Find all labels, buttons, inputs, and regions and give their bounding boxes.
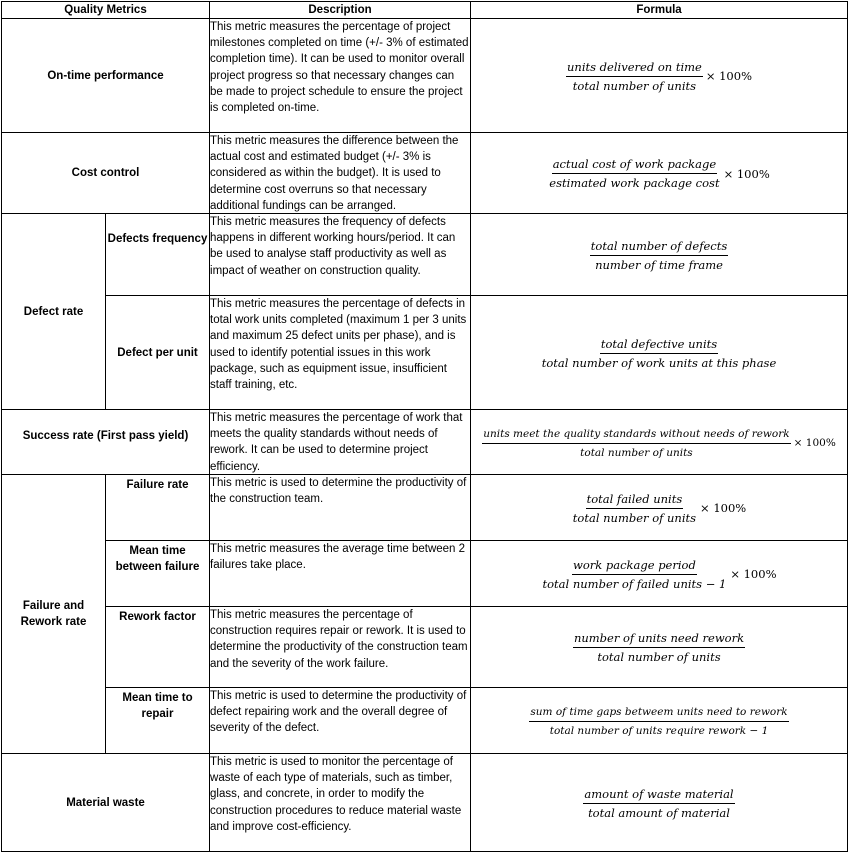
formula-numerator: actual cost of work package xyxy=(552,156,717,174)
metric-name-failure-rate: Failure rate xyxy=(106,475,210,541)
formula-numerator: total defective units xyxy=(600,336,718,354)
formula-denominator: total number of work units at this phase xyxy=(541,355,777,370)
formula-mttr xyxy=(471,688,848,754)
table-row xyxy=(2,214,848,296)
metric-name-failure-rework: Failure and Rework rate xyxy=(2,475,106,754)
quality-metrics-table xyxy=(1,1,848,852)
description-material-waste: This metric is used to monitor the percentage of waste of each type of materials, such as timber, glass, and concrete, in order to modify the construction procedures to reduce material waste and improve cost-efficiency. xyxy=(210,756,462,833)
metric-name-defect-per-unit: Defect per unit xyxy=(106,296,210,410)
formula-multiplier: × 100% xyxy=(793,437,836,449)
formula-material-waste xyxy=(471,754,848,852)
metric-name-material-waste: Material waste xyxy=(2,754,210,852)
formula-denominator: total amount of material xyxy=(588,805,730,820)
formula-defects-frequency xyxy=(471,214,848,296)
metric-name-success-rate: Success rate (First pass yield) xyxy=(2,410,210,475)
table-row xyxy=(2,296,848,410)
description-defects-frequency: This metric measures the frequency of defects happens in different working hours/period. It can be used to analyse staff productivity as well as impact of weather on construction quality. xyxy=(210,216,456,277)
formula-denominator: total number of units xyxy=(597,650,721,664)
table-row xyxy=(2,475,848,541)
formula-multiplier: × 100% xyxy=(700,501,747,515)
formula-numerator: sum of time gaps betweem units need to rework xyxy=(529,704,788,722)
metric-name-defect-rate: Defect rate xyxy=(2,214,106,410)
metric-name-rework-factor: Rework factor xyxy=(106,607,210,688)
description-rework-factor: This metric measures the percentage of construction requires repair or rework. It is used to determine the productivity of the construction team and the severity of the work failure. xyxy=(210,609,468,670)
formula-numerator: units meet the quality standards without needs of rework xyxy=(482,426,790,444)
table-row xyxy=(2,754,848,852)
header-description: Description xyxy=(210,2,471,19)
formula-rework-factor xyxy=(471,607,848,688)
table-row xyxy=(2,541,848,607)
description-defect-per-unit: This metric measures the percentage of defects in total work units completed (maximum 1 per 3 units and maximum 25 defect units per phase), and is used to identify potential issues in this work package, such as equipment issue, insufficient staff training, etc. xyxy=(210,298,467,392)
table-row xyxy=(2,410,848,475)
formula-numerator: amount of waste material xyxy=(583,786,734,804)
formula-denominator: total number of units xyxy=(580,446,693,459)
description-success-rate: This metric measures the percentage of work that meets the quality standards without needs of rework. It can be used to determine project efficiency. xyxy=(210,412,463,473)
header-quality-metrics: Quality Metrics xyxy=(2,2,210,19)
formula-denominator: total number of units xyxy=(572,78,697,93)
formula-numerator: number of units need rework xyxy=(573,630,745,648)
description-mttr: This metric is used to determine the productivity of defect repairing work and the overall degree of severity of the defect. xyxy=(210,690,467,735)
formula-denominator: total number of units xyxy=(572,510,697,525)
formula-denominator: estimated work package cost xyxy=(549,176,720,190)
formula-numerator: units delivered on time xyxy=(566,59,703,77)
formula-numerator: work package period xyxy=(572,557,697,575)
metric-name-mtbf: Mean time between failure xyxy=(106,541,210,607)
table-row xyxy=(2,607,848,688)
metric-name-mttr: Mean time to repair xyxy=(106,688,210,754)
metric-name-ontime: On-time performance xyxy=(2,19,210,133)
formula-denominator: total number of units require rework − 1 xyxy=(549,725,769,737)
description-failure-rate: This metric is used to determine the productivity of the construction team. xyxy=(210,477,467,506)
description-ontime: This metric measures the percentage of project milestones completed on time (+/- 3% of estimated completion time). It can be used to monitor overall project progress so that necessary changes can be made to project schedule to ensure the project is completed on-time. xyxy=(210,21,469,115)
formula-denominator: number of time frame xyxy=(595,257,723,272)
table-row xyxy=(2,688,848,754)
formula-numerator: total failed units xyxy=(586,491,684,509)
metric-name-defects-frequency: Defects frequency xyxy=(106,214,210,296)
formula-success-rate xyxy=(471,410,848,475)
formula-cost xyxy=(471,133,848,214)
formula-multiplier: × 100% xyxy=(730,567,777,581)
formula-denominator: total number of failed units − 1 xyxy=(542,576,727,591)
description-mtbf: This metric measures the average time between 2 failures take place. xyxy=(210,543,466,572)
table-row xyxy=(2,133,848,214)
header-row xyxy=(2,2,848,19)
formula-mtbf xyxy=(471,541,848,607)
formula-defect-per-unit xyxy=(471,296,848,410)
header-formula: Formula xyxy=(471,2,848,19)
formula-numerator: total number of defects xyxy=(590,238,728,256)
metric-name-cost: Cost control xyxy=(2,133,210,214)
table-row xyxy=(2,19,848,133)
formula-ontime xyxy=(471,19,848,133)
formula-multiplier: × 100% xyxy=(705,69,752,83)
formula-multiplier: × 100% xyxy=(723,166,770,181)
description-cost: This metric measures the difference between the actual cost and estimated budget (+/- 3% is considered as within the budget). It is used to determine cost overruns so that necessary additional fundings can be arranged. xyxy=(210,135,459,212)
formula-failure-rate xyxy=(471,475,848,541)
